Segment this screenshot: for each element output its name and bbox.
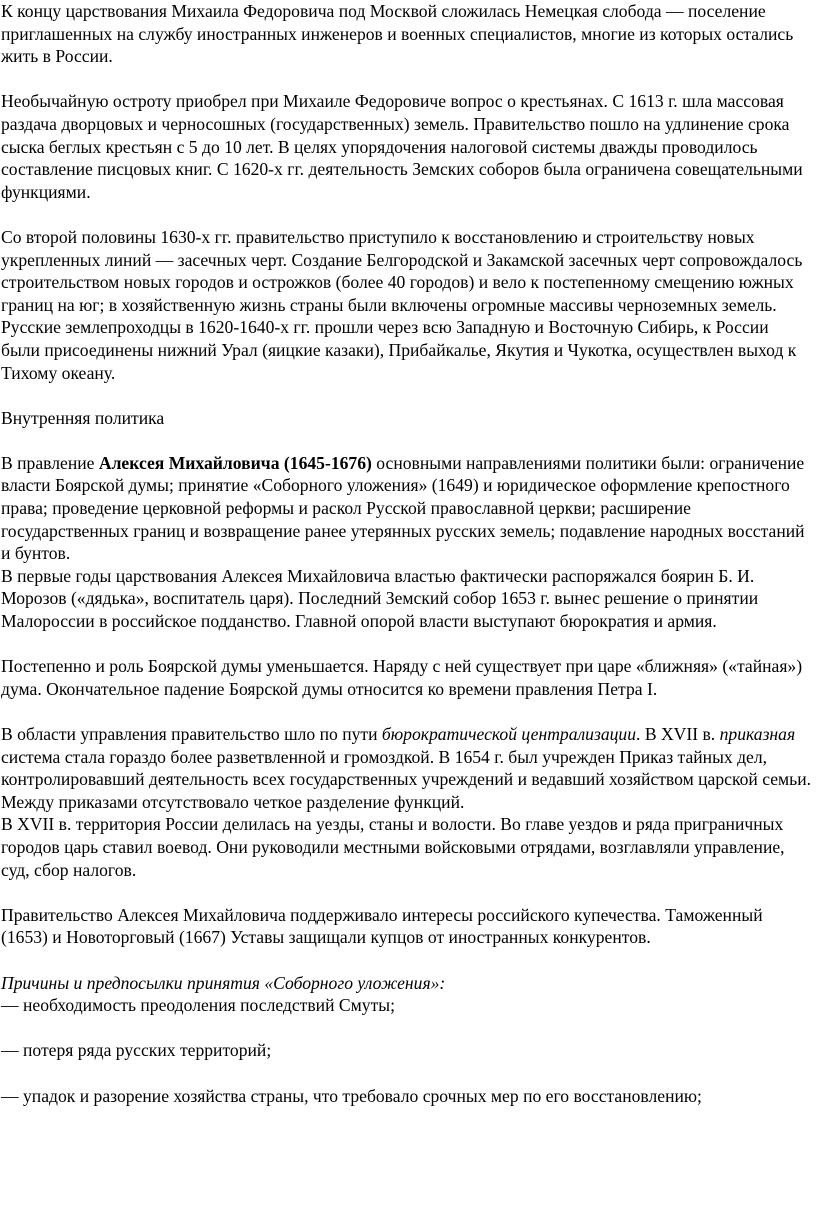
paragraph-gap [1,429,811,452]
list-item: — необходимость преодоления последствий Смуты; [1,995,395,1016]
text-run: . В XVII в. [636,724,720,744]
paragraph-morozov: В первые годы царствования Алексея Михайловича властью фактически распоряжался боярин Б. И. Морозов («дядька», воспитатель царя). Последний Земский собор 1653 г. вынес решение о принятии Малороссии в российское подданство. Главной опорой власти выступают бюрократия и армия. [1,565,759,632]
paragraph-gap [1,203,811,226]
paragraph-peasant-question: Необычайную остроту приобрел при Михаиле Федоровиче вопрос о крестьянах. С 1613 г. шла массовая раздача дворцовых и черносошных (государственных) земель. Правительство пошло на удлинение срока сыска беглых крестьян с 5 до 10 лет. В целях упорядочения налоговой системы дважды проводилось составление писцовых книг. С 1620-х гг. деятельность Земских соборов была ограничена совещательными функциями. [1,91,803,202]
list-item: — упадок и разорение хозяйства страны, что требовало срочных мер по его восстановлению; [1,1085,702,1106]
list-item: — потеря ряда русских территорий; [1,1040,272,1061]
paragraph-administration [1,723,811,813]
italic-text-centralization: бюрократической централизации [381,724,637,744]
paragraph-aleksey-reign [1,452,811,565]
paragraph-gap [1,68,811,91]
paragraph-gap [1,949,811,972]
paragraph-nemetskaya-sloboda: К концу царствования Михаила Федоровича под Москвой сложилась Немецкая слобода — поселение приглашенных на службу иностранных инженеров и военных специалистов, многие из которых остались жить в России. [1,1,794,67]
paragraph-gap [1,1062,811,1085]
paragraph-gap [1,700,811,723]
text-run: основными направлениями политики были: ограничение власти Боярской думы; принятие «Соборного уложения» (1649) и юридическое оформление крепостного права; проведение церковной реформы и раскол Русской православной церкви; расширение государственных границ и возвращение ранее утерянных русских земель; подавление народных восстаний и бунтов. [1,452,805,564]
paragraph-gap [1,1017,811,1040]
paragraph-gap [1,633,811,656]
paragraph-zasechnye-cherty: Со второй половины 1630-х гг. правительство приступило к восстановлению и строительству новых укрепленных линий — засечных черт. Создание Белгородской и Закамской засечных черт сопровождалось строительством новых городов и острожков (более 40 городов) и вело к постепенному смещению южных границ на юг; в хозяйственную жизнь страны были включены огромные массивы черноземных земель. Русские землепроходцы в 1620-1640-х гг. прошли через всю Западную и Восточную Сибирь, к России были присоединены нижний Урал (яицкие казаки), Прибайкалье, Якутия и Чукотка, осуществлен выход к Тихому океану. [1,226,803,383]
italic-text-prikaznaya: приказная [719,724,796,744]
bold-text-aleksey: Алексея Михайловича (1645-1676) [98,452,372,473]
section-heading-internal-policy: Внутренняя политика [1,407,165,428]
text-run: система стала гораздо более разветвленной и громоздкой. В 1654 г. был учрежден Приказ тайных дел, контролировавший деятельность всех государственных учреждений и ведавший хозяйством царской семьи. Между приказами отсутствовало четкое разделение функций. [1,746,812,812]
text-run: В правление [1,452,99,473]
paragraph-merchants: Правительство Алексея Михайловича поддерживало интересы российского купечества. Таможенный (1653) и Новоторговый (1667) Уставы защищали купцов от иностранных конкурентов. [1,904,763,948]
italic-list-title: Причины и предпосылки принятия «Соборного уложения»: [1,972,446,993]
paragraph-boyar-duma: Постепенно и роль Боярской думы уменьшается. Наряду с ней существует при царе «ближняя» («тайная») дума. Окончательное падение Боярской думы относится ко времени правления Петра I. [1,656,803,699]
paragraph-gap [1,384,811,407]
paragraph-territory: В XVII в. территория России делилась на уезды, станы и волости. Во главе уездов и ряда приграничных городов царь ставил воевод. Они руководили местными войсковыми отрядами, возглавляли управление, суд, сбор налогов. [1,814,785,880]
text-run: В области управления правительство шло по пути [1,724,382,744]
list-title-sobornoe-ulozhenie [1,972,811,995]
paragraph-gap [1,881,811,904]
